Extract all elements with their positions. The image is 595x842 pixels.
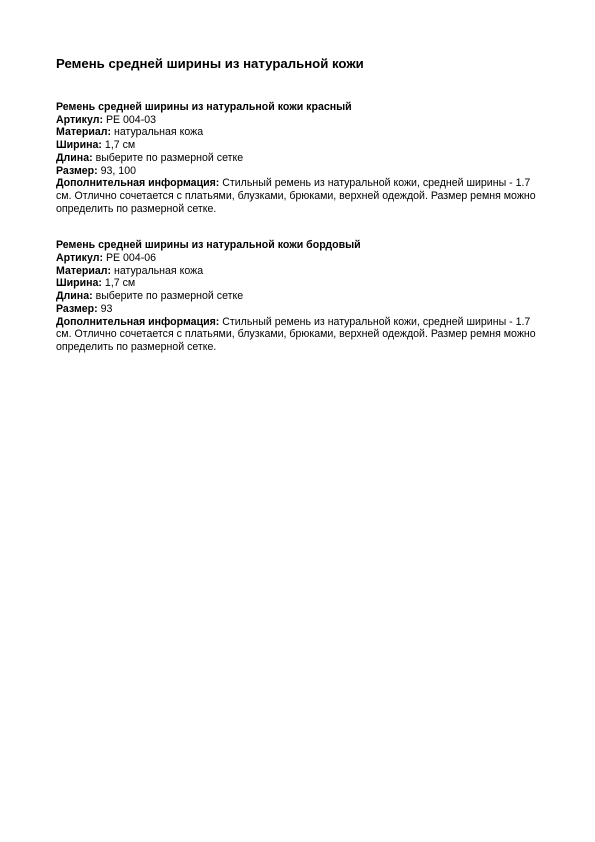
product-entry-burgundy xyxy=(56,239,540,353)
length-label: Длина: xyxy=(56,151,93,164)
material-value: натуральная кожа xyxy=(114,126,204,139)
info-value: Стильный ремень из натуральной кожи, средней ширины - 1.7 см. Отлично сочетается с платьями, блузками, брюками, верхней одеждой. Размер ремня можно определить по размерной сетке. xyxy=(56,177,536,215)
info-value: Стильный ремень из натуральной кожи, средней ширины - 1.7 см. Отлично сочетается с платьями, блузками, брюками, верхней одеждой. Размер ремня можно определить по размерной сетке. xyxy=(56,315,536,353)
size-value: 93 xyxy=(100,302,113,315)
length-label: Длина: xyxy=(56,290,93,303)
article-field xyxy=(56,114,540,127)
length-value: выберите по размерной сетке xyxy=(95,151,244,164)
article-label: Артикул: xyxy=(56,113,103,126)
material-field xyxy=(56,265,540,278)
product-name: Ремень средней ширины из натуральной кожи красный xyxy=(56,101,352,113)
article-field xyxy=(56,252,540,265)
article-value: PE 004-06 xyxy=(105,252,157,265)
size-value: 93, 100 xyxy=(100,164,136,177)
page-title: Ремень средней ширины из натуральной кожи xyxy=(56,56,364,71)
info-label: Дополнительная информация: xyxy=(56,315,220,328)
product-name: Ремень средней ширины из натуральной кожи бордовый xyxy=(56,239,361,252)
info-label: Дополнительная информация: xyxy=(56,177,220,190)
size-field xyxy=(56,303,540,316)
length-field xyxy=(56,290,540,303)
width-field xyxy=(56,139,540,152)
material-value: натуральная кожа xyxy=(114,264,204,277)
size-label: Размер: xyxy=(56,302,98,315)
size-field xyxy=(56,165,540,178)
length-value: выберите по размерной сетке xyxy=(95,290,244,303)
length-field xyxy=(56,152,540,165)
article-label: Артикул: xyxy=(56,252,103,265)
width-label: Ширина: xyxy=(56,139,102,152)
width-value: 1,7 см xyxy=(104,277,136,290)
info-field xyxy=(56,316,540,354)
width-label: Ширина: xyxy=(56,277,102,290)
material-label: Материал: xyxy=(56,264,112,277)
width-field xyxy=(56,277,540,290)
width-value: 1,7 см xyxy=(104,139,136,152)
size-label: Размер: xyxy=(56,164,98,177)
info-field xyxy=(56,177,540,215)
product-entry-red xyxy=(56,101,540,215)
article-value: PE 004-03 xyxy=(105,113,157,126)
document-page xyxy=(56,55,540,354)
material-field xyxy=(56,126,540,139)
material-label: Материал: xyxy=(56,126,112,139)
